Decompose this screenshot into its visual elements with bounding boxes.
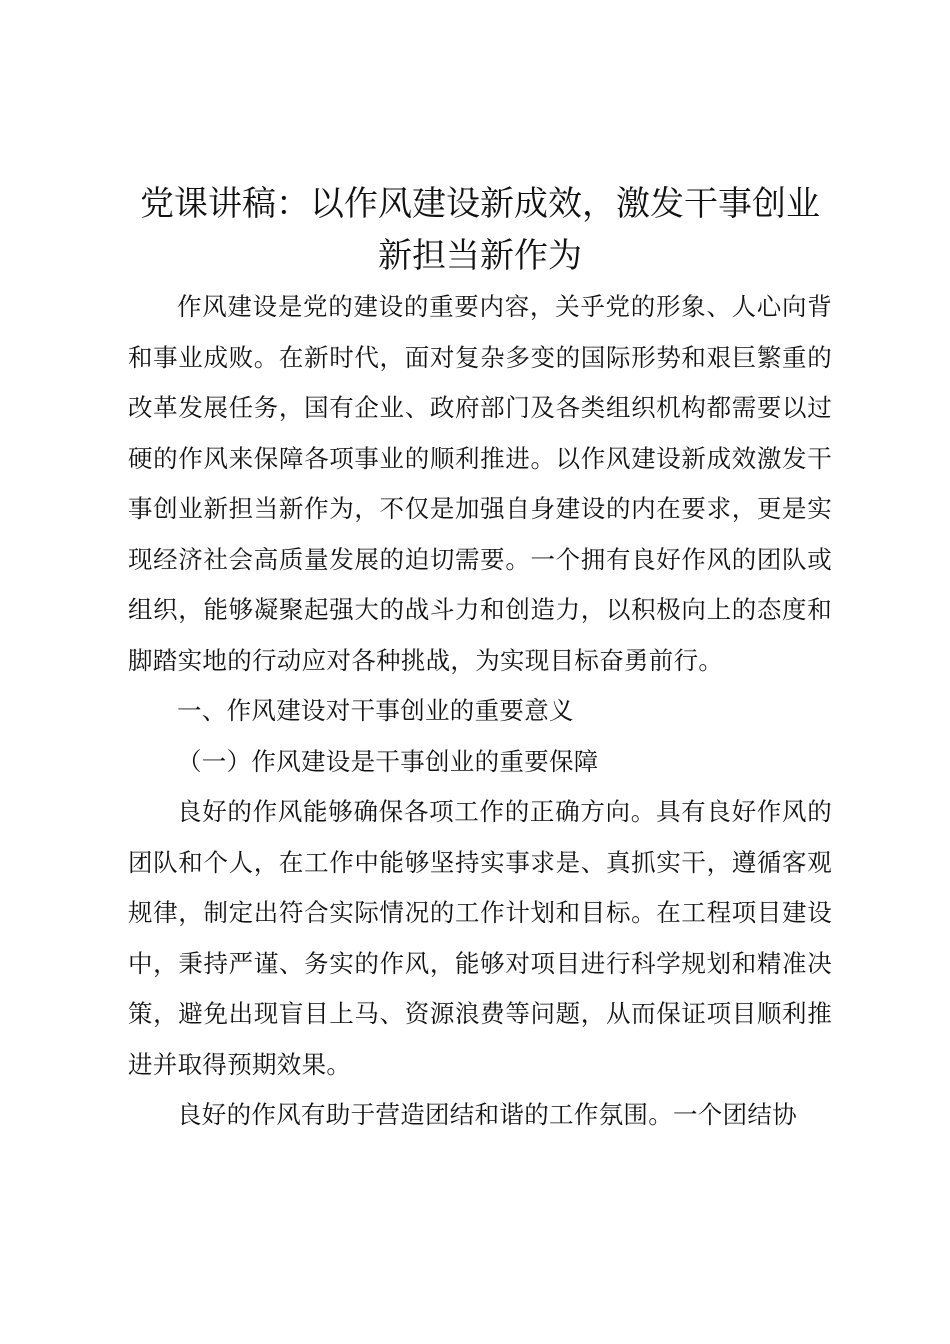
subsection-heading: （一）作风建设是干事创业的重要保障: [177, 746, 599, 776]
body-paragraph: 良好的作风能够确保各项工作的正确方向。具有良好作风的团队和个人，在工作中能够坚持实事求是、真抓实干，遵循客观规律，制定出符合实际情况的工作计划和目标。在工程项目建设中，秉持严谨、务实的作风，能够对项目进行科学规划和精准决策，避免出现盲目上马、资源浪费等问题，从而保证项目顺利推进并取得预期效果。: [128, 797, 832, 1079]
section-heading: 一、作风建设对干事创业的重要意义: [177, 696, 574, 725]
title-line-2: 新担当新作为: [378, 236, 582, 276]
body-paragraph-partial: 良好的作风有助于营造团结和谐的工作氛围。一个团结协: [177, 1100, 797, 1129]
document-page: [128, 178, 832, 1141]
document-title: [128, 178, 832, 282]
title-line-1: 党课讲稿：以作风建设新成效，激发干事创业: [140, 184, 820, 224]
intro-paragraph: 作风建设是党的建设的重要内容，关乎党的形象、人心向背和事业成败。在新时代，面对复杂多变的国际形势和艰巨繁重的改革发展任务，国有企业、政府部门及各类组织机构都需要以过硬的作风来保障各项事业的顺利推进。以作风建设新成效激发干事创业新担当新作为，不仅是加强自身建设的内在要求，更是实现经济社会高质量发展的迫切需要。一个拥有良好作风的团队或组织，能够凝聚起强大的战斗力和创造力，以积极向上的态度和脚踏实地的行动应对各种挑战，为实现目标奋勇前行。: [128, 292, 832, 675]
